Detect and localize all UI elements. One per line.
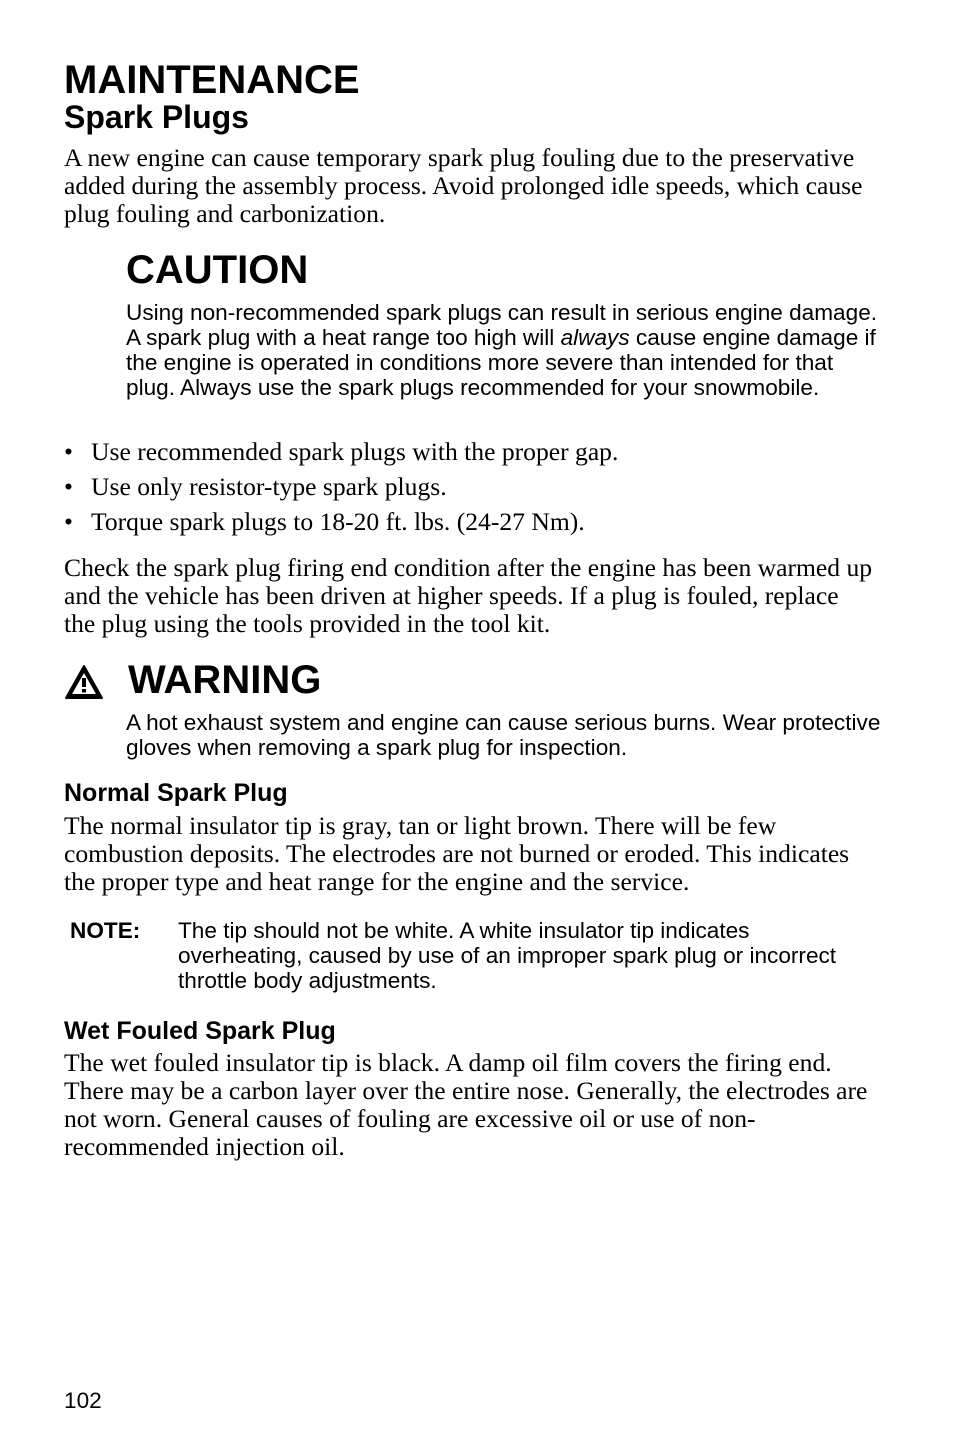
caution-text-part2: cause engine damage if the engine is operated in conditions more severe than intended for that plug. Always use the spark plugs recommended for your snowmobile.	[126, 325, 876, 400]
caution-text-part1: Using non-recommended spark plugs can result in serious engine damage. A spark plug with a heat range too high will	[126, 300, 878, 350]
section-title: MAINTENANCE	[64, 58, 360, 102]
bullet-list	[64, 438, 884, 543]
note-label: NOTE:	[70, 918, 141, 943]
wet-plug-heading: Wet Fouled Spark Plug	[64, 1017, 336, 1045]
list-item-text: Use only resistor-type spark plugs.	[91, 472, 447, 501]
normal-plug-heading: Normal Spark Plug	[64, 779, 288, 807]
subsection-title: Spark Plugs	[64, 99, 249, 135]
warning-heading: WARNING	[128, 658, 322, 702]
list-item-text: Use recommended spark plugs with the proper gap.	[91, 437, 619, 466]
wet-plug-paragraph: The wet fouled insulator tip is black. A damp oil film covers the firing end. There may be a carbon layer over the entire nose. Generally, the electrodes are not worn. General causes of fouling are excessive oil or use of non-recommended injection oil.	[64, 1048, 868, 1161]
caution-emphasis: always	[560, 325, 630, 350]
bullet-icon: •	[64, 437, 73, 466]
bullet-icon: •	[64, 507, 73, 536]
caution-text	[126, 300, 886, 400]
page-number: 102	[64, 1388, 102, 1413]
list-item-text: Torque spark plugs to 18-20 ft. lbs. (24-27 Nm).	[91, 507, 585, 536]
list-item	[64, 438, 884, 473]
list-item	[64, 473, 884, 508]
intro-paragraph: A new engine can cause temporary spark plug fouling due to the preservative added during the assembly process. Avoid prolonged idle speeds, which cause plug fouling and carbonization.	[64, 143, 863, 228]
list-item	[64, 508, 884, 543]
warning-text: A hot exhaust system and engine can cause serious burns. Wear protective gloves when removing a spark plug for inspection.	[126, 710, 881, 760]
normal-plug-paragraph: The normal insulator tip is gray, tan or light brown. There will be few combustion deposits. The electrodes are not burned or eroded. This indicates the proper type and heat range for the engine and the service.	[64, 811, 850, 896]
bullet-icon: •	[64, 472, 73, 501]
check-paragraph: Check the spark plug firing end condition after the engine has been warmed up and the vehicle has been driven at higher speeds. If a plug is fouled, replace the plug using the tools provided in the tool kit.	[64, 553, 873, 638]
warning-triangle-icon	[64, 664, 104, 700]
caution-heading: CAUTION	[126, 248, 309, 292]
note-text: The tip should not be white. A white insulator tip indicates overheating, caused by use of an improper spark plug or incorrect throttle body adjustments.	[178, 918, 837, 993]
